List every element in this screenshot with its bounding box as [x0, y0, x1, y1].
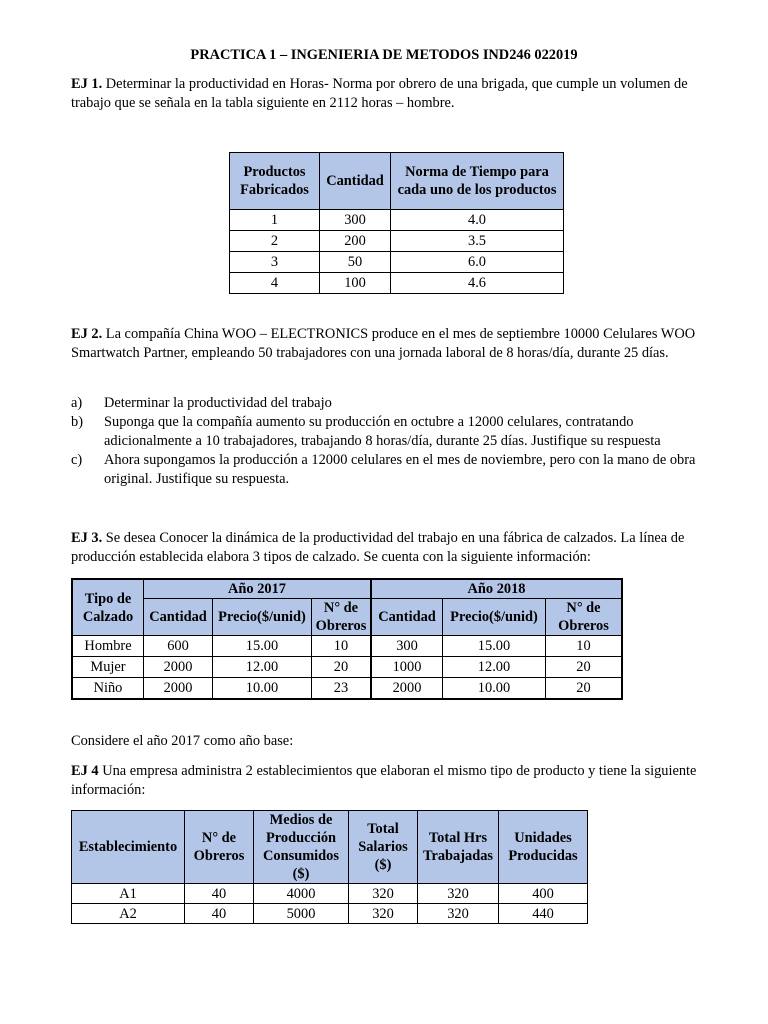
table-cell: 320 — [349, 904, 418, 924]
ej4-header-horas: Total Hrs Trabajadas — [418, 811, 499, 884]
ej2-label: EJ 2. — [71, 326, 103, 342]
ej3-header-tipo: Tipo de Calzado — [72, 579, 144, 636]
table-cell: 200 — [320, 231, 391, 252]
ej3-sub-precio-2018: Precio($/unid) — [443, 599, 546, 636]
table-row — [72, 657, 622, 678]
table-cell: 2 — [230, 231, 320, 252]
ej4-header-medios: Medios de Producción Consumidos ($) — [254, 811, 349, 884]
list-item-text: Suponga que la compañía aumento su producción en octubre a 12000 celulares, contratando adicionalmente a 10 trabajadores, trabajando 8 horas/día, durante 25 días. Justifique su respuesta — [104, 414, 661, 449]
table-row — [72, 884, 588, 904]
table-cell: Niño — [72, 678, 144, 699]
table-cell: 4.0 — [391, 210, 564, 231]
list-item — [71, 394, 721, 413]
ej3-table — [71, 578, 623, 700]
table-cell: 1 — [230, 210, 320, 231]
table-cell: 40 — [185, 904, 254, 924]
table-cell: 10 — [312, 636, 372, 657]
ej4-header-obreros: N° de Obreros — [185, 811, 254, 884]
table-cell: 320 — [418, 884, 499, 904]
ej1-text: Determinar la productividad en Horas- Norma por obrero de una brigada, que cumple un volumen de trabajo que se señala en la tabla siguiente en 2112 horas – hombre. — [71, 76, 688, 111]
table-row — [230, 210, 564, 231]
table-cell: 12.00 — [443, 657, 546, 678]
ej1-label: EJ 1. — [71, 76, 103, 92]
list-item-text: Ahora supongamos la producción a 12000 celulares en el mes de noviembre, pero con la mano de obra original. Justifique su respuesta. — [104, 452, 696, 487]
table-row — [230, 273, 564, 294]
table-row — [230, 231, 564, 252]
table-cell: 15.00 — [443, 636, 546, 657]
ej3-sub-cantidad-2018: Cantidad — [371, 599, 443, 636]
ej4-header-salarios: Total Salarios ($) — [349, 811, 418, 884]
table-cell: 6.0 — [391, 252, 564, 273]
ej4-header-establecimiento: Establecimiento — [72, 811, 185, 884]
list-item — [71, 413, 721, 451]
ej1-header-cantidad: Cantidad — [320, 153, 391, 210]
table-cell: 300 — [320, 210, 391, 231]
table-cell: A2 — [72, 904, 185, 924]
table-row — [72, 904, 588, 924]
table-cell: 440 — [499, 904, 588, 924]
table-cell: 300 — [371, 636, 443, 657]
table-row — [230, 252, 564, 273]
table-cell: 320 — [418, 904, 499, 924]
table-cell: 15.00 — [213, 636, 312, 657]
ej3-text: Se desea Conocer la dinámica de la productividad del trabajo en una fábrica de calzados. La línea de producción establecida elabora 3 tipos de calzado. Se cuenta con la siguiente información: — [71, 530, 685, 565]
ej1-table — [229, 152, 564, 294]
table-cell: 400 — [499, 884, 588, 904]
ej2-list — [71, 394, 721, 489]
table-cell: 3.5 — [391, 231, 564, 252]
table-cell: 50 — [320, 252, 391, 273]
table-cell: 5000 — [254, 904, 349, 924]
ej4-header-unidades: Unidades Producidas — [499, 811, 588, 884]
ej1-header-norma: Norma de Tiempo para cada uno de los productos — [391, 153, 564, 210]
table-cell: 2000 — [371, 678, 443, 699]
ej1-header-productos: Productos Fabricados — [230, 153, 320, 210]
list-item-label: c) — [71, 452, 83, 468]
ej4-paragraph — [71, 762, 721, 800]
table-cell: 20 — [312, 657, 372, 678]
ej3-sub-cantidad-2017: Cantidad — [144, 599, 213, 636]
ej4-label: EJ 4 — [71, 763, 99, 779]
table-cell: 10.00 — [213, 678, 312, 699]
table-cell: 1000 — [371, 657, 443, 678]
table-cell: 4.6 — [391, 273, 564, 294]
table-cell: 600 — [144, 636, 213, 657]
table-cell: A1 — [72, 884, 185, 904]
table-cell: Mujer — [72, 657, 144, 678]
table-cell: 2000 — [144, 657, 213, 678]
table-row — [72, 636, 622, 657]
ej3-sub-obreros-2017: N° de Obreros — [312, 599, 372, 636]
list-item — [71, 451, 721, 489]
table-cell: 2000 — [144, 678, 213, 699]
table-cell: 4 — [230, 273, 320, 294]
table-cell: 10 — [546, 636, 623, 657]
table-cell: 100 — [320, 273, 391, 294]
table-cell: 12.00 — [213, 657, 312, 678]
ej3-sub-precio-2017: Precio($/unid) — [213, 599, 312, 636]
ej1-paragraph — [71, 75, 721, 113]
table-cell: 3 — [230, 252, 320, 273]
table-cell: 10.00 — [443, 678, 546, 699]
table-row — [72, 678, 622, 699]
table-cell: 4000 — [254, 884, 349, 904]
ej4-text: Una empresa administra 2 establecimientos que elaboran el mismo tipo de producto y tiene la siguiente información: — [71, 763, 697, 798]
ej3-header-year-2017: Año 2017 — [144, 579, 372, 599]
ej3-note: Considere el año 2017 como año base: — [71, 733, 294, 749]
ej3-label: EJ 3. — [71, 530, 103, 546]
table-cell: 320 — [349, 884, 418, 904]
document-title: PRACTICA 1 – INGENIERIA DE METODOS IND246 022019 — [190, 47, 578, 63]
table-cell: 23 — [312, 678, 372, 699]
table-cell: 20 — [546, 678, 623, 699]
ej3-sub-obreros-2018: N° de Obreros — [546, 599, 623, 636]
list-item-label: b) — [71, 414, 83, 430]
ej3-header-year-2018: Año 2018 — [371, 579, 622, 599]
ej2-text: La compañía China WOO – ELECTRONICS produce en el mes de septiembre 10000 Celulares WOO Smartwatch Partner, empleando 50 trabajadores con una jornada laboral de 8 horas/día, durante 25 días. — [71, 326, 696, 361]
table-cell: Hombre — [72, 636, 144, 657]
table-cell: 40 — [185, 884, 254, 904]
ej4-table — [71, 810, 588, 924]
ej2-paragraph — [71, 325, 721, 363]
list-item-text: Determinar la productividad del trabajo — [104, 395, 332, 411]
list-item-label: a) — [71, 395, 83, 411]
ej3-paragraph — [71, 529, 721, 567]
table-cell: 20 — [546, 657, 623, 678]
